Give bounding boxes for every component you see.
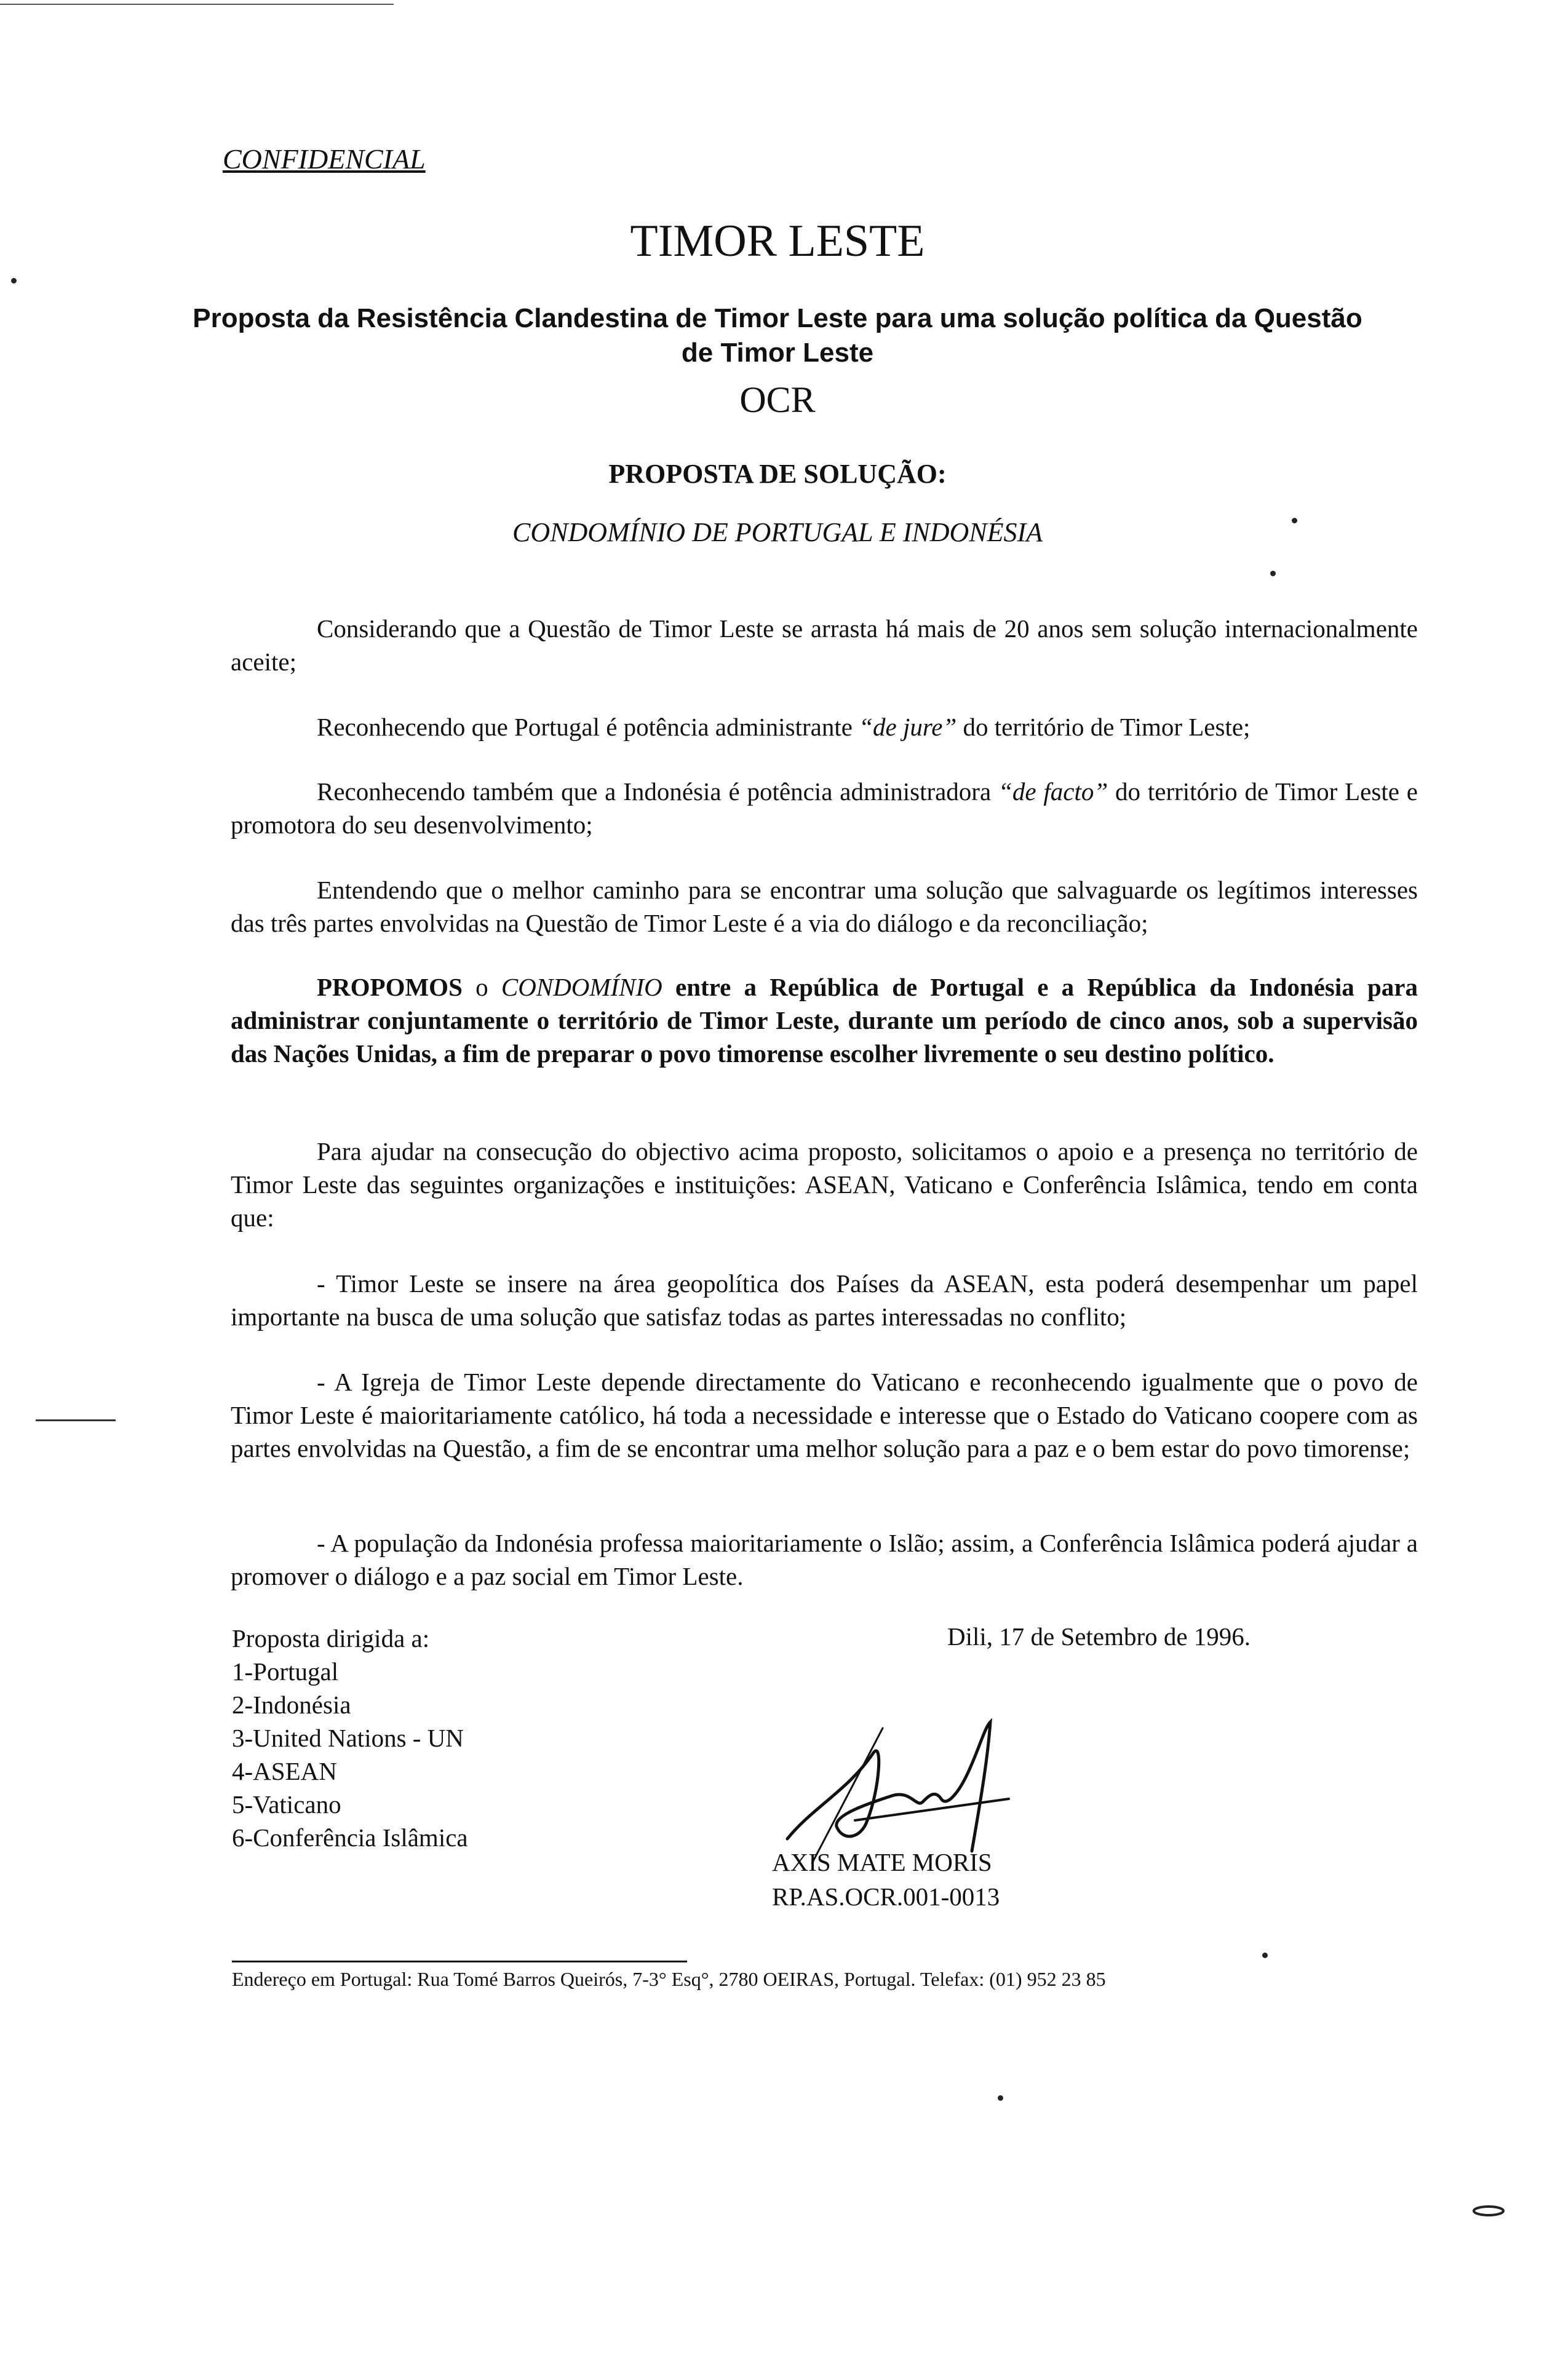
recipients-label: Proposta dirigida a: [232, 1624, 430, 1652]
list-item: 5-Vaticano [232, 1790, 341, 1819]
signer-reference: RP.AS.OCR.001-0013 [772, 1882, 1000, 1911]
scan-speck [998, 2095, 1003, 2101]
organization-acronym: OCR [739, 379, 816, 420]
place-date: Dili, 17 de Setembro de 1996. [947, 1622, 1251, 1651]
list-item: 2-Indonésia [232, 1691, 351, 1719]
paragraph-entendendo: Entendendo que o melhor caminho para se encontrar uma solução que salvaguarde os legítimos interesses das três partes envolvidas na Questão de Timor Leste é a via do diálogo e da reconciliação; [231, 876, 1418, 937]
paragraph-asean: - Timor Leste se insere na área geopolítica dos Países da ASEAN, esta poderá desempenhar um papel importante na busca de uma solução que satisfaz todas as partes interessadas no conflito; [231, 1269, 1418, 1331]
signer-block [772, 1845, 1000, 1914]
paragraph-apoio: Para ajudar na consecução do objectivo acima proposto, solicitamos o apoio e a presença no território de Timor Leste das seguintes organizações e instituições: ASEAN, Vaticano e Conferência Islâmica, tendo em conta que: [231, 1137, 1418, 1232]
list-item: 6-Conferência Islâmica [232, 1823, 468, 1852]
scan-speck [1262, 1953, 1268, 1958]
document-title: TIMOR LESTE [630, 216, 925, 266]
scan-speck [1270, 571, 1276, 576]
paragraph-reconhecendo-portugal: Reconhecendo que Portugal é potência administrante “de jure” do território de Timor Leste; [317, 713, 1251, 741]
scan-speck [1292, 518, 1297, 523]
recipients-list [232, 1622, 468, 1854]
paragraph-considerando: Considerando que a Questão de Timor Leste se arrasta há mais de 20 anos sem solução internacionalmente aceite; [231, 614, 1418, 676]
signer-name: AXIS MATE MORIS [772, 1848, 992, 1876]
scan-artifact-dash [36, 1419, 116, 1421]
proposal-heading: PROPOSTA DE SOLUÇÃO: [608, 459, 947, 489]
scan-speck [11, 278, 17, 284]
footer-address: Endereço em Portugal: Rua Tomé Barros Queirós, 7-3° Esq°, 2780 OEIRAS, Portugal. Telefax: (01) 952 23 85 [232, 1968, 1106, 1990]
document-subtitle: Proposta da Resistência Clandestina de Timor Leste para uma solução política da Questão de Timor Leste [193, 303, 1362, 368]
classification-label: CONFIDENCIAL [223, 143, 426, 175]
scan-artifact-line [0, 4, 394, 5]
paragraph-vaticano: - A Igreja de Timor Leste depende directamente do Vaticano e reconhecendo igualmente que o povo de Timor Leste é maioritariamente católico, há toda a necessidade e interesse que o Estado do Vaticano coopere com as partes envolvidas na Questão, a fim de se encontrar uma melhor solução para a paz e o bem estar do povo timorense; [231, 1368, 1418, 1462]
paragraph-reconhecendo-indonesia: Reconhecendo também que a Indonésia é potência administradora “de facto” do território de Timor Leste e promotora do seu desenvolvimento; [231, 777, 1418, 839]
list-item: 1-Portugal [232, 1657, 339, 1686]
paperclip-mark-icon [1470, 2202, 1507, 2220]
proposal-subtitle: CONDOMÍNIO DE PORTUGAL E INDONÉSIA [512, 517, 1043, 547]
footer-divider [232, 1961, 687, 1962]
handwritten-signature [775, 1716, 1046, 1863]
paragraph-propomos: PROPOMOS o CONDOMÍNIO entre a República de Portugal e a República da Indonésia para administrar conjuntamente o território de Timor Leste, durante um período de cinco anos, sob a supervisão das Nações Unidas, a fim de preparar o povo timorense escolher livremente o seu destino político. [231, 973, 1418, 1068]
paragraph-islao: - A população da Indonésia professa maioritariamente o Islão; assim, a Conferência Islâmica poderá ajudar a promover o diálogo e a paz social em Timor Leste. [231, 1529, 1418, 1590]
list-item: 3-United Nations - UN [232, 1724, 464, 1752]
list-item: 4-ASEAN [232, 1757, 337, 1785]
